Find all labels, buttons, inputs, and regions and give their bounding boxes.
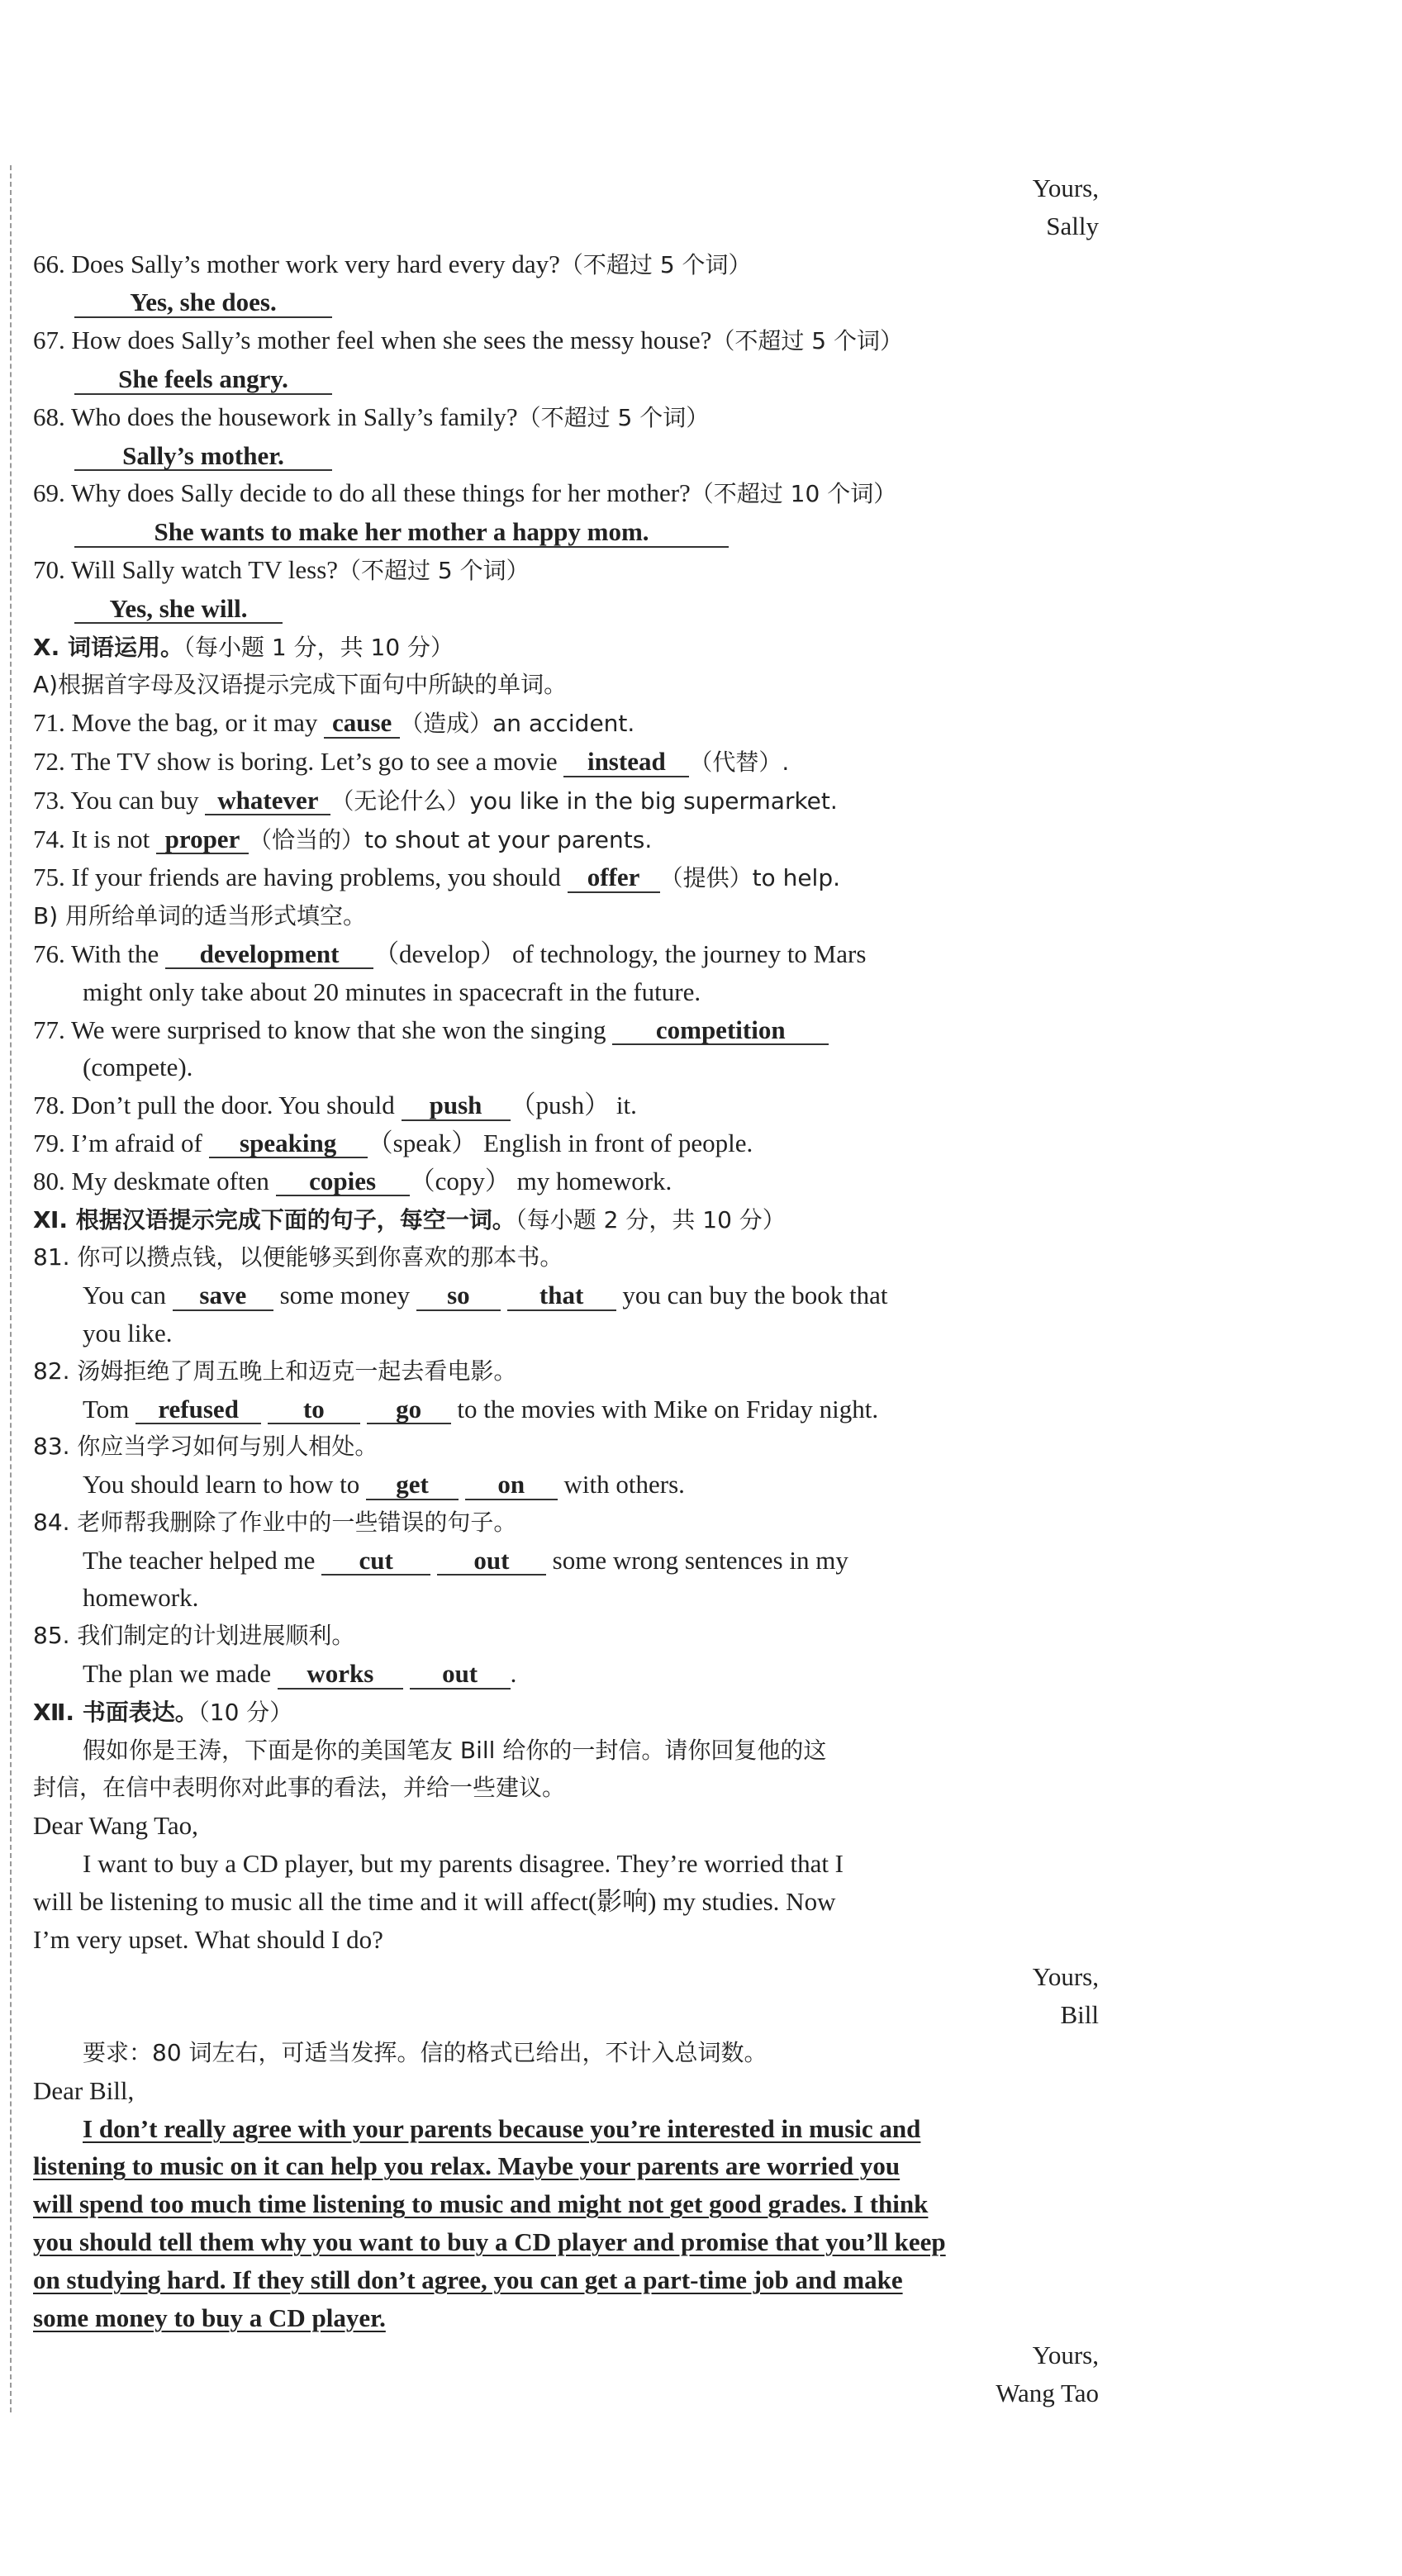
question-81-prompt: 81. 你可以攒点钱，以便能够买到你喜欢的那本书。 [33, 1243, 563, 1271]
question-76-continued: might only take about 20 minutes in spacecraft in the future. [83, 977, 701, 1006]
question-85-prompt: 85. 我们制定的计划进展顺利。 [33, 1622, 355, 1650]
answer-82-2[interactable]: to [268, 1396, 360, 1425]
answer-85-2[interactable]: out [410, 1661, 511, 1690]
writing-prompt-line-2: 封信，在信中表明你对此事的看法，并给一些建议。 [33, 1774, 566, 1802]
answer-81-3[interactable]: that [507, 1282, 616, 1311]
question-79: 79. I’m afraid of speaking （speak） English in front of people. [33, 1128, 753, 1157]
question-68: 68. Who does the housework in Sally’s family?（不超过 5 个词） [33, 402, 710, 431]
question-84-prompt: 84. 老师帮我删除了作业中的一些错误的句子。 [33, 1508, 517, 1536]
essay-line-3[interactable]: will spend too much time listening to music and might not get good grades. I think [33, 2189, 929, 2219]
question-82-prompt: 82. 汤姆拒绝了周五晚上和迈克一起去看电影。 [33, 1357, 517, 1385]
answer-66[interactable]: Yes, she does. [74, 289, 332, 318]
answer-72[interactable]: instead [563, 749, 689, 777]
reply-closing: Yours, [1032, 2341, 1099, 2370]
essay-line-2[interactable]: listening to music on it can help you relax. Maybe your parents are worried you [33, 2151, 901, 2181]
letter-closing-bill: Yours, [1032, 1962, 1099, 1992]
question-71: 71. Move the bag, or it may cause （造成）an accident. [33, 708, 635, 738]
part-b-instructions: B) 用所给单词的适当形式填空。 [33, 902, 367, 930]
question-78: 78. Don’t pull the door. You should push （push） it. [33, 1091, 637, 1120]
letter-body-line-3: I’m very upset. What should I do? [33, 1924, 383, 1954]
question-73: 73. You can buy whatever （无论什么）you like in the big supermarket. [33, 785, 838, 815]
question-83-prompt: 83. 你应当学习如何与别人相处。 [33, 1433, 378, 1461]
part-a-instructions: A)根据首字母及汉语提示完成下面句中所缺的单词。 [33, 671, 568, 699]
letter-body-line-1: I want to buy a CD player, but my parents disagree. They’re worried that I [83, 1849, 844, 1879]
worksheet-page [33, 169, 1099, 2412]
answer-80[interactable]: copies [276, 1168, 410, 1197]
answer-82-3[interactable]: go [367, 1396, 451, 1425]
answer-83-2[interactable]: on [465, 1471, 558, 1500]
question-72: 72. The TV show is boring. Let’s go to see a movie instead （代替）. [33, 746, 790, 776]
answer-74[interactable]: proper [156, 826, 249, 855]
question-84: The teacher helped me cut out some wrong sentences in my [83, 1545, 848, 1575]
question-80: 80. My deskmate often copies （copy） my homework. [33, 1166, 672, 1195]
answer-81-2[interactable]: so [416, 1282, 501, 1311]
question-76: 76. With the development （develop） of technology, the journey to Mars [33, 939, 867, 968]
answer-81-1[interactable]: save [173, 1282, 273, 1311]
question-81-continued: you like. [83, 1318, 173, 1347]
question-75: 75. If your friends are having problems, you should offer （提供）to help. [33, 863, 841, 892]
essay-line-1[interactable]: I don’t really agree with your parents because you’re interested in music and [83, 2113, 921, 2143]
question-77: 77. We were surprised to know that she won the singing competition [33, 1011, 1099, 1049]
reply-greeting: Dear Bill, [33, 2075, 135, 2105]
writing-requirement: 要求：80 词左右，可适当发挥。信的格式已给出，不计入总词数。 [83, 2039, 768, 2067]
answer-77[interactable]: competition [612, 1017, 829, 1046]
answer-73[interactable]: whatever [205, 787, 330, 816]
section-12-heading: Ⅻ. 书面表达。（10 分） [33, 1698, 293, 1726]
section-10-heading: Ⅹ. 词语运用。（每小题 1 分，共 10 分） [33, 633, 454, 661]
answer-70[interactable]: Yes, she will. [74, 596, 283, 625]
letter-body-line-2: will be listening to music all the time and it will affect(影响) my studies. Now [33, 1886, 836, 1916]
answer-75[interactable]: offer [568, 864, 660, 893]
answer-82-1[interactable]: refused [135, 1396, 261, 1425]
question-83: You should learn to how to get on with others. [83, 1470, 685, 1499]
question-74: 74. It is not proper （恰当的）to shout at your parents. [33, 824, 653, 853]
letter-signature: Sally [1046, 211, 1099, 240]
question-67: 67. How does Sally’s mother feel when she sees the messy house?（不超过 5 个词） [33, 326, 903, 355]
answer-76[interactable]: development [165, 941, 373, 970]
writing-prompt-line-1: 假如你是王涛，下面是你的美国笔友 Bill 给你的一封信。请你回复他的这 [83, 1736, 827, 1764]
answer-78[interactable]: push [402, 1092, 511, 1121]
question-84-continued: homework. [83, 1583, 199, 1613]
answer-79[interactable]: speaking [209, 1130, 368, 1159]
question-70: 70. Will Sally watch TV less?（不超过 5 个词） [33, 554, 530, 584]
answer-84-1[interactable]: cut [321, 1547, 430, 1576]
question-85: The plan we made works out . [83, 1659, 517, 1689]
section-11-heading: Ⅺ. 根据汉语提示完成下面的句子，每空一词。（每小题 2 分，共 10 分） [33, 1205, 786, 1233]
answer-83-1[interactable]: get [366, 1471, 459, 1500]
letter-signature-bill: Bill [1060, 2000, 1099, 2030]
answer-71[interactable]: cause [324, 710, 400, 739]
essay-line-5[interactable]: on studying hard. If they still don’t agree, you can get a part-time job and make [33, 2265, 903, 2294]
letter-closing: Yours, [1032, 173, 1099, 202]
essay-line-4[interactable]: you should tell them why you want to buy a CD player and promise that you’ll keep [33, 2227, 946, 2257]
answer-67[interactable]: She feels angry. [74, 366, 332, 395]
question-81: You can save some money so that you can buy the book that [83, 1281, 888, 1310]
question-69: 69. Why does Sally decide to do all these things for her mother?（不超过 10 个词） [33, 478, 897, 508]
essay-line-6[interactable]: some money to buy a CD player. [33, 2303, 386, 2332]
answer-68[interactable]: Sally’s mother. [74, 443, 332, 472]
answer-84-2[interactable]: out [437, 1547, 546, 1576]
reply-signature: Wang Tao [996, 2379, 1099, 2408]
binding-margin-line [10, 165, 12, 2412]
question-66: 66. Does Sally’s mother work very hard every day?（不超过 5 个词） [33, 249, 752, 278]
letter-greeting: Dear Wang Tao, [33, 1811, 198, 1841]
question-77-continued: (compete). [83, 1053, 193, 1082]
question-82: Tom refused to go to the movies with Mike on Friday night. [83, 1394, 879, 1423]
answer-85-1[interactable]: works [278, 1661, 403, 1690]
answer-69[interactable]: She wants to make her mother a happy mom. [74, 519, 729, 548]
